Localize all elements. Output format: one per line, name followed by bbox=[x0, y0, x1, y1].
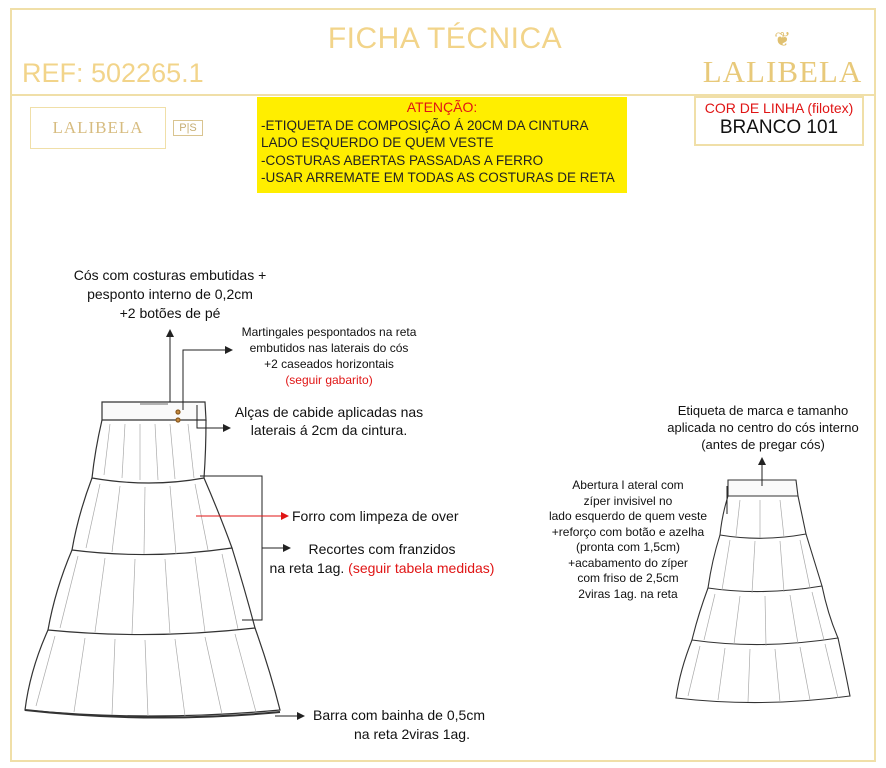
note-line: Barra com bainha de 0,5cm bbox=[313, 707, 485, 723]
brand-name: LALIBELA bbox=[702, 54, 863, 89]
attention-line: -COSTURAS ABERTAS PASSADAS A FERRO bbox=[261, 152, 544, 168]
note-lining: Forro com limpeza de over bbox=[292, 508, 459, 524]
skirt-front-drawing bbox=[25, 402, 280, 718]
note-line: +acabamento do zíper bbox=[568, 555, 688, 570]
note-line: na reta 1ag. bbox=[269, 560, 345, 576]
note-martingales bbox=[218, 324, 440, 388]
note-line: +reforço com botão e azelha bbox=[551, 524, 705, 539]
size-label: P|S bbox=[173, 120, 203, 136]
note-line: (antes de pregar cós) bbox=[701, 437, 825, 452]
note-line: (seguir tabela medidas) bbox=[348, 560, 495, 576]
page-title: FICHA TÉCNICA bbox=[327, 22, 563, 55]
attention-heading: ATENÇÃO: bbox=[406, 99, 478, 115]
note-zipper bbox=[538, 478, 718, 602]
note-line: zíper invisivel no bbox=[583, 493, 673, 508]
thread-color-value: BRANCO 101 bbox=[719, 117, 839, 138]
skirt-tier-3 bbox=[48, 548, 255, 635]
note-tiers bbox=[262, 540, 502, 578]
reference-number: REF: 502265.1 bbox=[22, 58, 204, 88]
skirt-waistband bbox=[102, 402, 206, 420]
attention-line: -USAR ARREMATE EM TODAS AS COSTURAS DE RETA bbox=[261, 170, 615, 185]
note-hem bbox=[304, 706, 494, 744]
note-line: com friso de 2,5cm bbox=[577, 571, 679, 585]
attention-line: LADO ESQUERDO DE QUEM VESTE bbox=[261, 135, 494, 150]
brand-label: LALIBELA bbox=[30, 107, 166, 149]
note-line: Etiqueta de marca e tamanho bbox=[677, 403, 849, 418]
skirt-tier-4 bbox=[25, 628, 280, 716]
note-line: na reta 2viras 1ag. bbox=[354, 726, 470, 742]
note-line: Martingales pespontados na reta bbox=[241, 325, 417, 339]
note-line: embutidos nas laterais do cós bbox=[249, 341, 409, 355]
note-line: Cós com costuras embutidas + bbox=[73, 267, 267, 283]
note-line: Alças de cabide aplicadas nas bbox=[234, 404, 424, 420]
button-1 bbox=[176, 410, 180, 414]
note-line: (seguir gabarito) bbox=[285, 373, 373, 387]
note-line: laterais á 2cm da cintura. bbox=[250, 422, 408, 438]
thread-color-label: COR DE LINHA (filotex) bbox=[704, 100, 854, 116]
note-line: +2 caseados horizontais bbox=[264, 357, 394, 371]
note-line: 2viras 1ag. na reta bbox=[578, 586, 678, 601]
note-line: lado esquerdo de quem veste bbox=[548, 509, 708, 523]
button-2 bbox=[176, 418, 180, 422]
note-line: aplicada no centro do cós interno bbox=[667, 420, 859, 435]
note-waistband bbox=[40, 266, 300, 323]
note-line: (pronta com 1,5cm) bbox=[575, 540, 681, 554]
bee-icon: ❦ bbox=[774, 29, 791, 51]
note-line: pesponto interno de 0,2cm bbox=[87, 286, 253, 302]
note-line: +2 botões de pé bbox=[119, 305, 221, 321]
note-line: Abertura l ateral com bbox=[572, 478, 684, 492]
attention-line: -ETIQUETA DE COMPOSIÇÃO Á 20CM DA CINTURA bbox=[261, 117, 589, 133]
note-hangers bbox=[222, 403, 436, 439]
note-brand-tag bbox=[650, 402, 876, 453]
note-line: Recortes com franzidos bbox=[308, 541, 456, 557]
